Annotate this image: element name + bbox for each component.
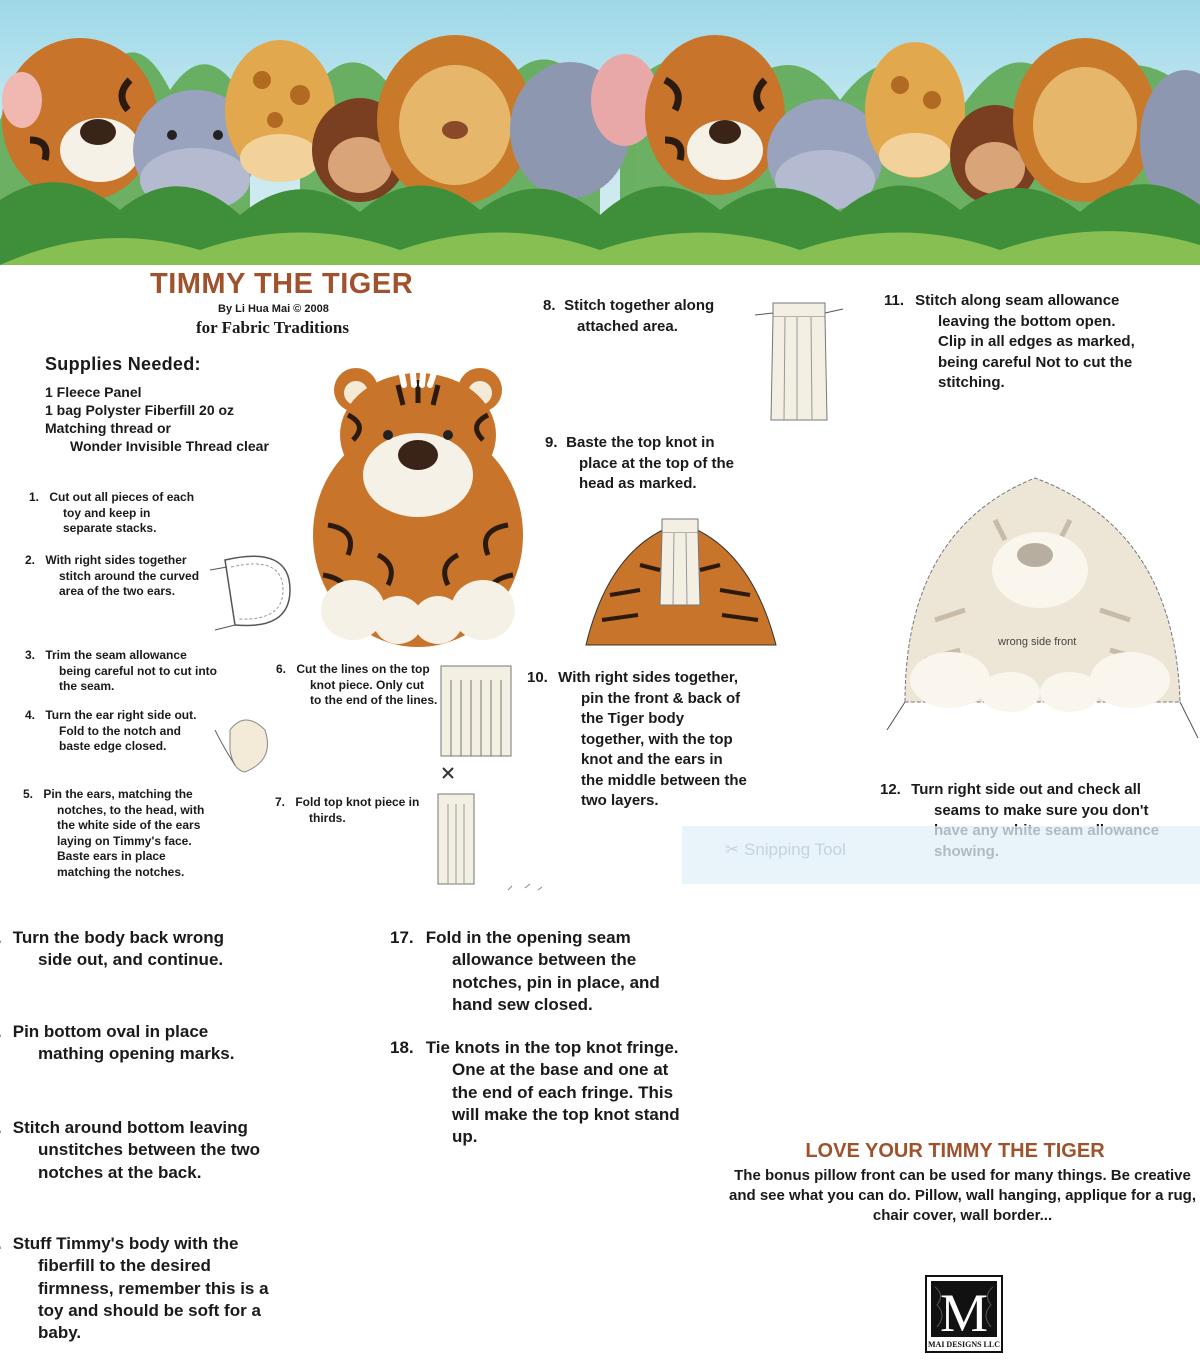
step-1: 1. Cut out all pieces of each toy and keep in separate stacks. — [29, 490, 195, 535]
turned-ear-diagram — [205, 710, 275, 780]
supplies-list — [45, 383, 269, 455]
step-11: 11. Stitch along seam allowance leaving the bottom open. Clip in all edges as marked, being careful Not to cut the stitching. — [884, 292, 1135, 391]
supply-item: 1 bag Polyster Fiberfill 20 oz — [45, 402, 235, 418]
step-5: 5. Pin the ears, matching the notches, to the head, with the white side of the ears laying on Timmy's face. Baste ears in place matching the notches. — [23, 787, 205, 879]
step-16: Stuff Timmy's body with the fiberfill to the desired firmness, remember this is a toy and should be soft for a baby. — [12, 1234, 269, 1343]
love-text: The bonus pillow front can be used for many things. Be creative and see what you can do. Pillow, wall hanging, applique for a rug, chair cover, wall border... — [729, 1167, 1196, 1224]
step-12: 12. Turn right side out and check all seams to make sure you don't — [880, 781, 1149, 819]
step-14: Pin bottom oval in place mathing opening marks. — [12, 1022, 235, 1064]
ear-stitch-diagram — [205, 545, 300, 637]
love-title: LOVE YOUR TIMMY THE TIGER — [805, 1140, 1105, 1162]
supply-item: 1 Fleece Panel — [45, 384, 142, 400]
logo-letter: M — [939, 1283, 989, 1343]
supply-item: Matching thread or — [45, 420, 172, 436]
step-17: 17. Fold in the opening seam allowance between the notches, pin in place, and hand sew closed. — [390, 928, 660, 1014]
step-18: 18. Tie knots in the top knot fringe. One at the base and one at the end of each fringe. This will make the top knot stand up. — [390, 1038, 680, 1147]
giraffe-head-right — [865, 42, 965, 178]
step-3: 3. Trim the seam allowance being careful not to cut into the seam. — [25, 648, 217, 693]
step-7: 7. Fold top knot piece in thirds. — [275, 795, 420, 825]
step-9: 9. Baste the top knot in place at the top of the head as marked. — [545, 434, 735, 492]
author-byline: By Li Hua Mai © 2008 — [218, 303, 329, 315]
top-knot-cut-diagram — [437, 660, 517, 785]
scissors-icon — [443, 768, 453, 778]
supplies-heading: Supplies Needed: — [45, 354, 201, 374]
mai-designs-logo — [925, 1275, 1003, 1353]
tiger-head-right — [645, 35, 785, 195]
step-2: 2. With right sides together stitch around the curved area of the two ears. — [25, 553, 200, 598]
step-4: 4. Turn the ear right side out. Fold to the notch and baste edge closed. — [25, 708, 197, 753]
tiger-plush-illustration — [308, 355, 528, 650]
page-title: TIMMY THE TIGER — [150, 268, 414, 300]
jungle-banner — [0, 0, 1200, 265]
publisher-line: for Fabric Traditions — [196, 318, 349, 337]
logo-caption: MAI DESIGNS LLC — [927, 1340, 1001, 1349]
head-with-top-knot-diagram — [580, 515, 780, 650]
step-13: Turn the body back wrong side out, and continue. — [12, 928, 224, 970]
tiger-head-left — [2, 38, 158, 202]
stitched-knot-diagram — [755, 295, 845, 425]
supply-item: Wonder Invisible Thread clear — [70, 438, 269, 454]
step-10: 10. With right sides together, pin the front & back of the Tiger body together, with the top knot and the ears in the middle between the two layers. — [527, 669, 747, 809]
step-8: 8. Stitch together along attached area. — [543, 297, 715, 335]
top-knot-folded-diagram — [430, 790, 550, 895]
wrong-side-label: wrong side front — [998, 636, 1077, 648]
lion-head-right — [1013, 38, 1157, 202]
lion-head — [377, 35, 533, 205]
jungle-animals-illustration — [0, 0, 1200, 265]
step-6: 6. Cut the lines on the top knot piece. Only cut to the end of the lines. — [276, 662, 438, 707]
snipping-tool-label: ✂ Snipping Tool — [725, 840, 846, 859]
snipping-tool-icon: ✂ — [725, 840, 740, 859]
body-wrong-side-diagram — [885, 470, 1200, 740]
step-15: Stitch around bottom leaving unstitches between the two notches at the back. — [12, 1118, 260, 1182]
